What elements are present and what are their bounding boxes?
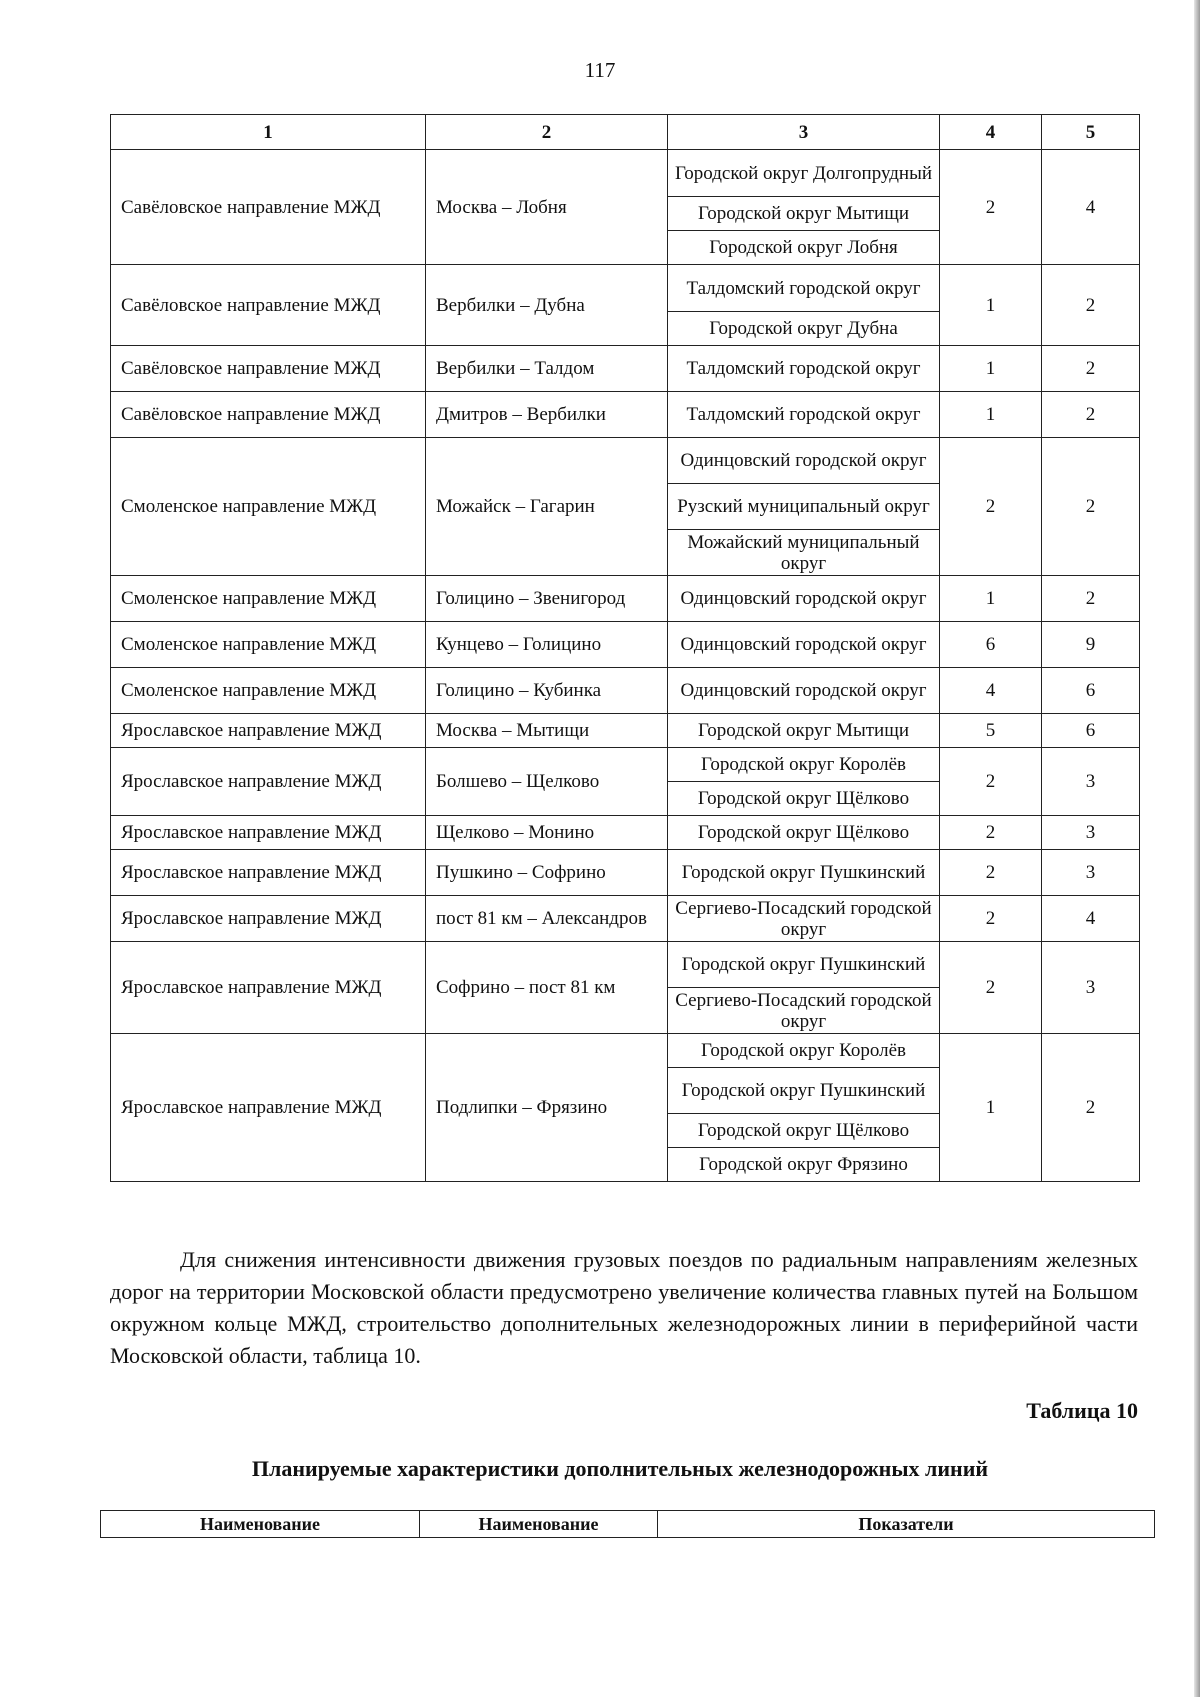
value-cell-col4: 1 xyxy=(940,346,1042,392)
district-cell: Можайский муниципальный округ xyxy=(668,530,940,576)
table-row xyxy=(111,576,1140,622)
district-cell: Городской округ Щёлково xyxy=(668,782,940,816)
direction-cell: Савёловское направление МЖД xyxy=(111,392,426,438)
district-cell: Талдомский городской округ xyxy=(668,346,940,392)
district-cell: Одинцовский городской округ xyxy=(668,622,940,668)
district-cell: Одинцовский городской округ xyxy=(668,576,940,622)
district-cell: Сергиево-Посадский городской округ xyxy=(668,988,940,1034)
direction-cell: Смоленское направление МЖД xyxy=(111,622,426,668)
value-cell-col5: 2 xyxy=(1042,346,1140,392)
table-label: Таблица 10 xyxy=(1026,1398,1138,1423)
direction-cell: Ярославское направление МЖД xyxy=(111,748,426,816)
table-10-header xyxy=(100,1510,1155,1538)
table-row xyxy=(111,265,1140,312)
header-cell: Наименование xyxy=(420,1511,658,1538)
value-cell-col4: 2 xyxy=(940,816,1042,850)
value-cell-col5: 3 xyxy=(1042,816,1140,850)
section-cell: Пушкино – Софрино xyxy=(426,850,668,896)
scan-edge xyxy=(1194,0,1200,1697)
district-cell: Городской округ Долгопрудный xyxy=(668,150,940,197)
district-cell: Городской округ Пушкинский xyxy=(668,1068,940,1114)
district-cell: Одинцовский городской округ xyxy=(668,668,940,714)
value-cell-col5: 2 xyxy=(1042,576,1140,622)
table-row xyxy=(111,748,1140,782)
table-row xyxy=(111,816,1140,850)
table-row xyxy=(111,1034,1140,1068)
value-cell-col5: 2 xyxy=(1042,1034,1140,1182)
section-cell: Голицино – Звенигород xyxy=(426,576,668,622)
section-cell: Кунцево – Голицино xyxy=(426,622,668,668)
value-cell-col4: 2 xyxy=(940,942,1042,1034)
direction-cell: Савёловское направление МЖД xyxy=(111,150,426,265)
value-cell-col5: 2 xyxy=(1042,392,1140,438)
section-cell: Болшево – Щелково xyxy=(426,748,668,816)
direction-cell: Смоленское направление МЖД xyxy=(111,668,426,714)
district-cell: Сергиево-Посадский городской округ xyxy=(668,896,940,942)
value-cell-col5: 4 xyxy=(1042,896,1140,942)
district-cell: Городской округ Королёв xyxy=(668,748,940,782)
table-row xyxy=(111,942,1140,988)
district-cell: Рузский муниципальный округ xyxy=(668,484,940,530)
value-cell-col5: 3 xyxy=(1042,748,1140,816)
table-row xyxy=(111,392,1140,438)
direction-cell: Савёловское направление МЖД xyxy=(111,346,426,392)
header-cell: 4 xyxy=(940,115,1042,150)
section-cell: Москва – Мытищи xyxy=(426,714,668,748)
value-cell-col4: 2 xyxy=(940,896,1042,942)
value-cell-col5: 3 xyxy=(1042,850,1140,896)
header-cell: 1 xyxy=(111,115,426,150)
section-cell: Софрино – пост 81 км xyxy=(426,942,668,1034)
header-cell: Наименование xyxy=(101,1511,420,1538)
section-cell: Голицино – Кубинка xyxy=(426,668,668,714)
table-row xyxy=(111,346,1140,392)
value-cell-col4: 2 xyxy=(940,438,1042,576)
district-cell: Городской округ Щёлково xyxy=(668,1114,940,1148)
direction-cell: Смоленское направление МЖД xyxy=(111,576,426,622)
direction-cell: Ярославское направление МЖД xyxy=(111,942,426,1034)
value-cell-col4: 1 xyxy=(940,265,1042,346)
table-row xyxy=(111,896,1140,942)
value-cell-col4: 5 xyxy=(940,714,1042,748)
value-cell-col4: 1 xyxy=(940,576,1042,622)
table-header-row xyxy=(111,115,1140,150)
district-cell: Городской округ Пушкинский xyxy=(668,850,940,896)
value-cell-col5: 9 xyxy=(1042,622,1140,668)
value-cell-col4: 1 xyxy=(940,392,1042,438)
paragraph-text: Для снижения интенсивности движения грузовых поездов по радиальным направлениям железных дорог на территории Московской области предусмотрено увеличение количества главных путей на Большом окружном кольце МЖД, строительство дополнительных железнодорожных линии в периферийной части Московской области, таблица 10. xyxy=(110,1247,1138,1368)
direction-cell: Ярославское направление МЖД xyxy=(111,1034,426,1182)
direction-cell: Ярославское направление МЖД xyxy=(111,816,426,850)
district-cell: Городской округ Мытищи xyxy=(668,714,940,748)
district-cell: Городской округ Лобня xyxy=(668,231,940,265)
direction-cell: Смоленское направление МЖД xyxy=(111,438,426,576)
section-cell: Можайск – Гагарин xyxy=(426,438,668,576)
table-row xyxy=(111,622,1140,668)
value-cell-col5: 3 xyxy=(1042,942,1140,1034)
railway-sections-table xyxy=(110,114,1140,1182)
table-header-row xyxy=(101,1511,1155,1538)
direction-cell: Савёловское направление МЖД xyxy=(111,265,426,346)
value-cell-col4: 2 xyxy=(940,150,1042,265)
value-cell-col5: 6 xyxy=(1042,668,1140,714)
district-cell: Талдомский городской округ xyxy=(668,392,940,438)
section-cell: Щелково – Монино xyxy=(426,816,668,850)
value-cell-col5: 4 xyxy=(1042,150,1140,265)
section-cell: Дмитров – Вербилки xyxy=(426,392,668,438)
section-cell: Москва – Лобня xyxy=(426,150,668,265)
table-row xyxy=(111,438,1140,484)
district-cell: Одинцовский городской округ xyxy=(668,438,940,484)
value-cell-col5: 6 xyxy=(1042,714,1140,748)
district-cell: Городской округ Мытищи xyxy=(668,197,940,231)
direction-cell: Ярославское направление МЖД xyxy=(111,896,426,942)
section-cell: Подлипки – Фрязино xyxy=(426,1034,668,1182)
header-cell: 3 xyxy=(668,115,940,150)
header-cell: Показатели xyxy=(658,1511,1155,1538)
district-cell: Талдомский городской округ xyxy=(668,265,940,312)
value-cell-col5: 2 xyxy=(1042,265,1140,346)
header-cell: 2 xyxy=(426,115,668,150)
table-row xyxy=(111,150,1140,197)
district-cell: Городской округ Фрязино xyxy=(668,1148,940,1182)
district-cell: Городской округ Королёв xyxy=(668,1034,940,1068)
value-cell-col4: 6 xyxy=(940,622,1042,668)
value-cell-col4: 1 xyxy=(940,1034,1042,1182)
value-cell-col4: 2 xyxy=(940,748,1042,816)
page-number: 117 xyxy=(584,58,616,82)
table-title: Планируемые характеристики дополнительных железнодорожных линий xyxy=(251,1456,989,1481)
table-row xyxy=(111,850,1140,896)
value-cell-col4: 4 xyxy=(940,668,1042,714)
section-cell: пост 81 км – Александров xyxy=(426,896,668,942)
body-paragraph xyxy=(110,1244,1138,1372)
header-cell: 5 xyxy=(1042,115,1140,150)
section-cell: Вербилки – Талдом xyxy=(426,346,668,392)
direction-cell: Ярославское направление МЖД xyxy=(111,850,426,896)
district-cell: Городской округ Дубна xyxy=(668,312,940,346)
direction-cell: Ярославское направление МЖД xyxy=(111,714,426,748)
section-cell: Вербилки – Дубна xyxy=(426,265,668,346)
district-cell: Городской округ Пушкинский xyxy=(668,942,940,988)
district-cell: Городской округ Щёлково xyxy=(668,816,940,850)
table-row xyxy=(111,668,1140,714)
value-cell-col4: 2 xyxy=(940,850,1042,896)
table-row xyxy=(111,714,1140,748)
value-cell-col5: 2 xyxy=(1042,438,1140,576)
